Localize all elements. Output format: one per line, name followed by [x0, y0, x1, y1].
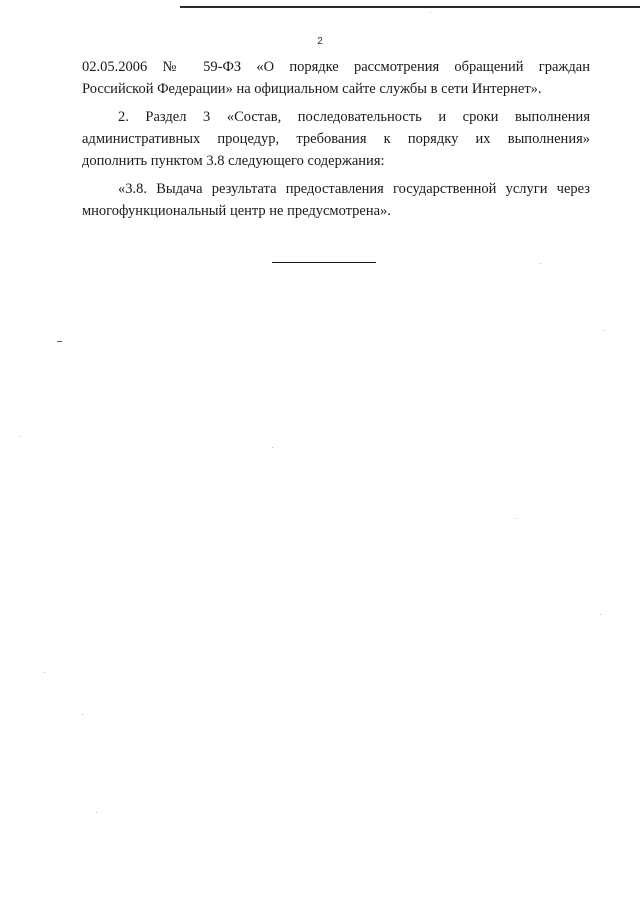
paragraph-3-line-1: «3.8. Выдача результата предоставления государственной услуги через	[118, 181, 590, 197]
scan-speck	[44, 672, 45, 673]
scan-margin-mark	[57, 341, 62, 342]
paragraph-1-line-1: 02.05.2006 № 59-ФЗ «О порядке рассмотрения обращений граждан	[82, 59, 590, 75]
paragraph-2-line-1: 2. Раздел 3 «Состав, последовательность и сроки выполнения	[118, 109, 590, 125]
scan-speck	[20, 436, 21, 437]
paragraph-1-line-2: Российской Федерации» на официальном сайте службы в сети Интернет».	[82, 81, 542, 97]
paragraph-2-line-3: дополнить пунктом 3.8 следующего содержания:	[82, 153, 385, 169]
paragraph-item-2	[82, 106, 590, 172]
scan-speck	[96, 812, 97, 813]
end-of-text-rule	[272, 262, 376, 263]
document-body	[82, 56, 590, 222]
paragraph-item-3-8	[82, 178, 590, 222]
scan-speck	[82, 714, 83, 715]
paragraph-law-reference	[82, 56, 590, 100]
paragraph-2-line-2: административных процедур, требования к порядку их выполнения»	[82, 131, 590, 147]
scan-speck	[430, 12, 431, 13]
scan-speck	[272, 447, 273, 448]
paragraph-3-line-2: многофункциональный центр не предусмотрена».	[82, 203, 391, 219]
scan-speck	[600, 614, 601, 615]
page-number: 2	[317, 36, 323, 47]
scan-speck	[604, 330, 605, 331]
scan-speck	[516, 518, 517, 519]
scan-top-edge-line	[180, 6, 640, 8]
scan-speck	[540, 263, 541, 264]
